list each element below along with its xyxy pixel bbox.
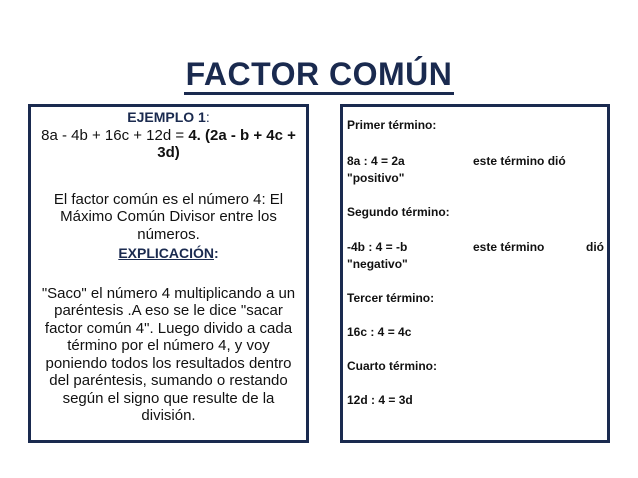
equation — [37, 127, 300, 162]
steps-panel — [340, 104, 610, 443]
third-term-heading: Tercer término: — [347, 291, 435, 305]
fourth-term-heading: Cuarto término: — [347, 359, 437, 373]
first-term-sign: "positivo" — [347, 171, 405, 185]
example-heading — [37, 109, 300, 127]
example-colon: : — [205, 109, 210, 125]
page-title-text: FACTOR COMÚN — [184, 56, 455, 95]
explanation-heading — [37, 245, 300, 263]
explanation-label: EXPLICACIÓN — [118, 245, 214, 261]
equation-start: 8a - 4b + 16c + 12d = — [41, 126, 189, 144]
second-term-note: este término — [473, 240, 545, 254]
equation-result: 4. (2a - b + 4c + 3d) — [157, 126, 296, 161]
example-content — [37, 109, 300, 425]
first-term-note: este término dió — [473, 154, 566, 168]
first-term-calc: 8a : 4 = 2a — [347, 154, 405, 168]
example-label: EJEMPLO 1 — [127, 109, 206, 125]
explanation-text: "Saco" el número 4 multiplicando a un paréntesis .A eso se le dice "sacar factor común 4". Luego divido a cada término por el número 4, y voy poniendo todos los resultados dentro del paréntesis, sumando o restando según el signo que resulte de la división. — [41, 284, 296, 424]
example-panel — [28, 104, 309, 443]
second-term-heading: Segundo término: — [347, 205, 450, 219]
third-term-calc: 16c : 4 = 4c — [347, 325, 412, 339]
factor-text: El factor común es el número 4: El Máximo Común Divisor entre los números. — [53, 190, 284, 243]
second-term-sign: "negativo" — [347, 257, 408, 271]
fourth-term-calc: 12d : 4 = 3d — [347, 393, 413, 407]
explanation-colon: : — [214, 245, 219, 261]
second-term-calc: -4b : 4 = -b — [347, 240, 408, 254]
second-term-note-dio: dió — [586, 240, 604, 254]
page-title — [0, 56, 638, 95]
first-term-heading: Primer término: — [347, 118, 437, 132]
